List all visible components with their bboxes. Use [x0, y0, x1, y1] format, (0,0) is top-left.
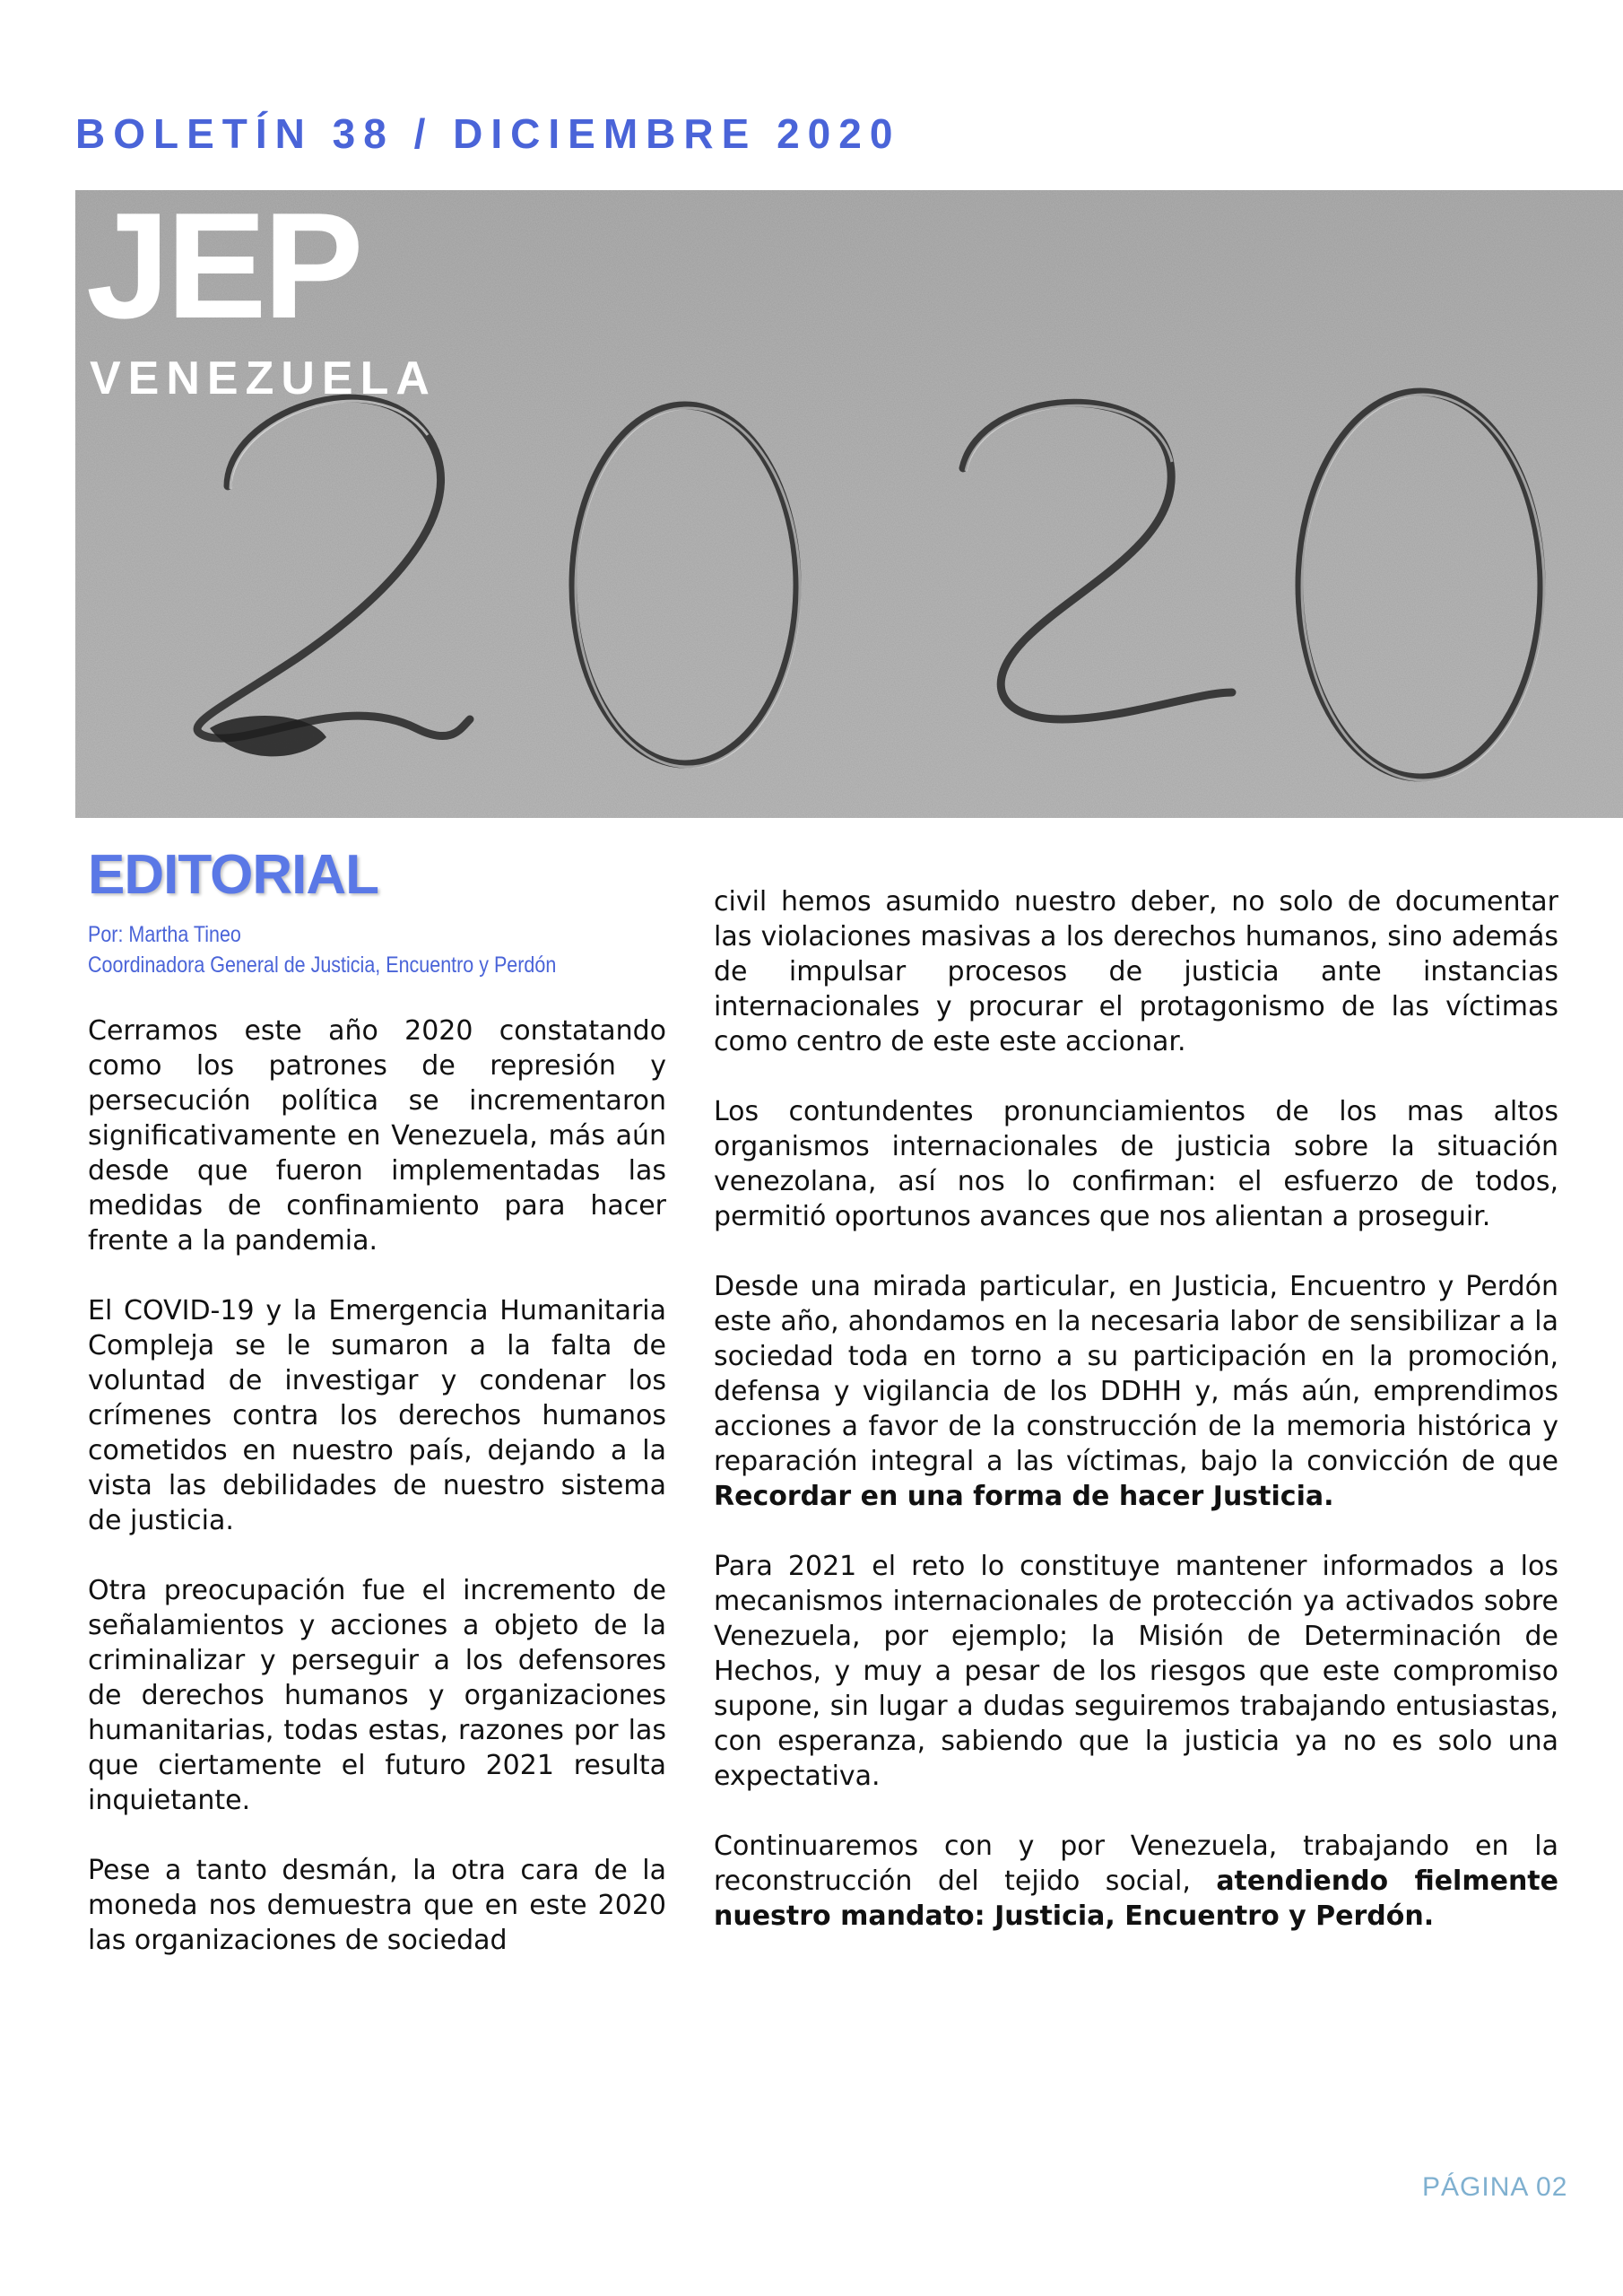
brand-title: JEP: [86, 190, 360, 350]
editorial-heading: EDITORIAL: [88, 844, 378, 906]
page-number: PÁGINA 02: [1422, 2172, 1568, 2202]
left-column: [88, 1013, 666, 1958]
emphasis-text: atendiendo fielmente nuestro mandato: Justicia, Encuentro y Perdón.: [714, 1866, 1558, 1932]
issue-header: BOLETÍN 38 / DICIEMBRE 2020: [75, 110, 901, 157]
byline: [88, 919, 581, 980]
brand-subtitle: VENEZUELA: [90, 352, 437, 404]
paragraph-text: Continuaremos con y por Venezuela, trabajando en la reconstrucción del tejido social,: [714, 1831, 1558, 1897]
hero-image: [75, 190, 1623, 818]
paragraph: El COVID-19 y la Emergencia Humanitaria Compleja se le sumaron a la falta de voluntad de investigar y condenar los crímenes contra los derechos humanos cometidos en nuestro país, dejando a la vista las debilidades de nuestro sistema de justicia.: [88, 1295, 666, 1536]
paragraph-text: Desde una mirada particular, en Justicia, Encuentro y Perdón este año, ahondamos en la necesaria labor de sensibilizar a la sociedad toda en torno a su participación en la promoción, defensa y vigilancia de los DDHH y, más aún, emprendimos acciones a favor de la construcción de la memoria histórica y reparación integral a las víctimas, bajo la convicción de que: [714, 1271, 1558, 1477]
paragraph: Pese a tanto desmán, la otra cara de la moneda nos demuestra que en este 2020 las organizaciones de sociedad: [88, 1855, 666, 1956]
paragraph: Los contundentes pronunciamientos de los mas altos organismos internacionales de justicia sobre la situación venezolana, así nos lo confirman: el esfuerzo de todos, permitió oportunos avances que nos alientan a proseguir.: [714, 1096, 1558, 1232]
right-column: [714, 884, 1558, 1934]
paragraph-with-emphasis: [714, 1269, 1558, 1514]
paragraph: Para 2021 el reto lo constituye mantener informados a los mecanismos internacionales de protección ya activados sobre Venezuela, por ejemplo; la Misión de Determinación de Hechos, y muy a pesar de los riesgos que este compromiso supone, sin lugar a dudas seguiremos trabajando entusiastas, con esperanza, sabiendo que la justicia ya no es solo una expectativa.: [714, 1551, 1558, 1792]
paragraph: Otra preocupación fue el incremento de señalamientos y acciones a objeto de la criminalizar y perseguir a los defensores de derechos humanos y organizaciones humanitarias, todas estas, razones por las que ciertamente el futuro 2021 resulta inquietante.: [88, 1575, 666, 1816]
closing-paragraph: [714, 1829, 1558, 1934]
author-name: Por: Martha Tineo: [88, 922, 241, 947]
emphasis-text: Recordar en una forma de hacer Justicia.: [714, 1481, 1334, 1512]
author-role: Coordinadora General de Justicia, Encuentro y Perdón: [88, 952, 557, 978]
paragraph: Cerramos este año 2020 constatando como los patrones de represión y persecución política se incrementaron significativamente en Venezuela, más aún desde que fueron implementadas las medidas de confinamiento para hacer frente a la pandemia.: [88, 1015, 666, 1257]
paragraph: civil hemos asumido nuestro deber, no solo de documentar las violaciones masivas a los derechos humanos, sino además de impulsar procesos de justicia ante instancias internacionales y procurar el protagonismo de las víctimas como centro de este este accionar.: [714, 886, 1558, 1057]
